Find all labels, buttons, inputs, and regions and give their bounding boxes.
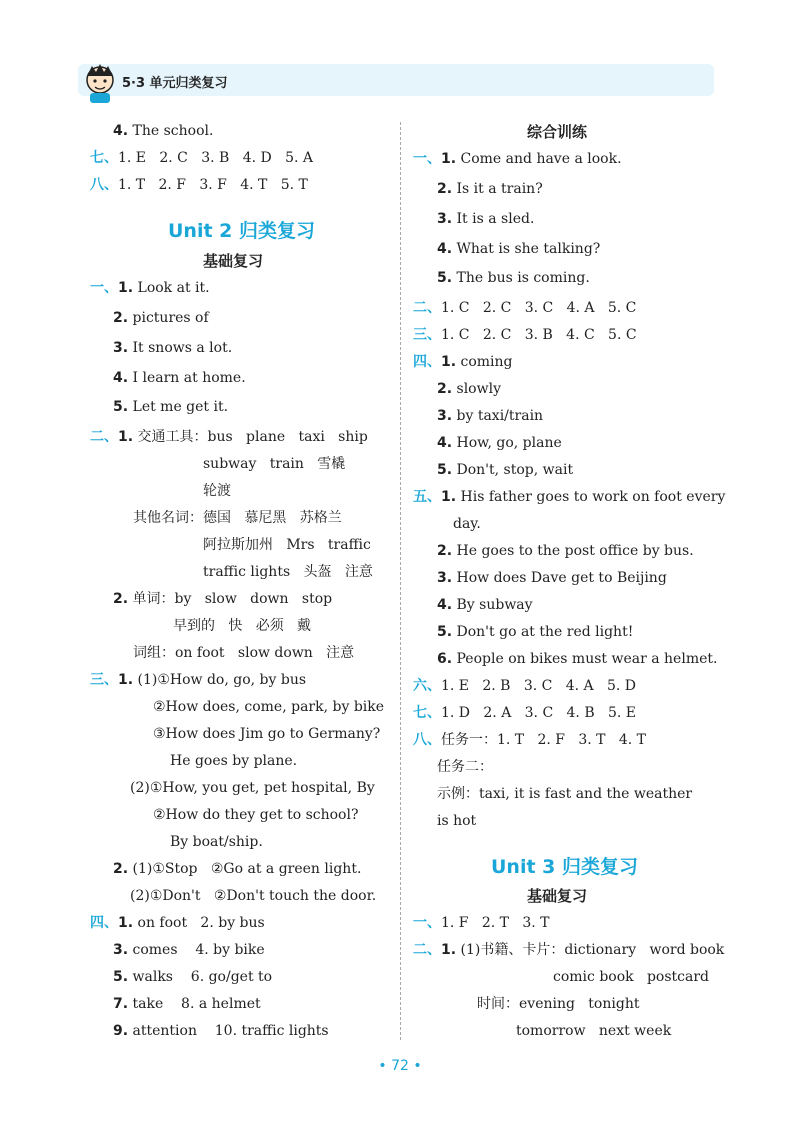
page-number: • 72 • (378, 1058, 422, 1074)
item-number: 2. (113, 861, 129, 877)
header-title: 5·3 单元归类复习 (122, 76, 228, 91)
answer-text: How, go, plane (456, 435, 562, 451)
answer-text: ③How does Jim go to Germany? (153, 726, 381, 742)
answer-text: take 8. a helmet (132, 996, 261, 1012)
item-number: 7. (113, 996, 129, 1012)
item-number: 3. (437, 211, 453, 227)
answer-line (153, 698, 384, 716)
item-number: 1. (441, 354, 457, 370)
item-number: 9. (113, 1023, 129, 1039)
answer-line (90, 428, 368, 446)
answer-line (437, 461, 573, 479)
answer-text: How does Dave get to Beijing (456, 570, 667, 586)
answer-line (203, 482, 231, 500)
section-marker: 五、 (413, 489, 441, 505)
answer-text: He goes by plane. (170, 753, 298, 769)
item-number: 1. (441, 942, 457, 958)
answer-line (437, 623, 633, 641)
answer-line (113, 590, 332, 608)
answer-text: (2)①How, you get, pet hospital, By (130, 780, 375, 796)
section-marker: 二、 (90, 429, 118, 445)
section-marker: 三、 (90, 672, 118, 688)
answer-line (113, 860, 361, 878)
answer-text: 时间：evening tonight (477, 996, 640, 1012)
answer-text: 示例：taxi, it is fast and the weather (437, 786, 693, 802)
item-number: 4. (113, 370, 129, 386)
answer-text: 单词：by slow down stop (132, 591, 333, 607)
right-sub-title-1: 综合训练 (527, 123, 588, 141)
answer-line (437, 210, 534, 228)
item-number: 3. (113, 340, 129, 356)
answer-line (437, 758, 493, 776)
item-number: 6. (437, 651, 453, 667)
section-marker: 二、 (413, 942, 441, 958)
answer-line (113, 398, 228, 416)
answer-line (90, 149, 313, 167)
answer-text: Is it a train? (456, 181, 543, 197)
answer-line (90, 176, 308, 194)
answer-line (553, 968, 709, 986)
item-number: 1. (118, 280, 134, 296)
answer-text: His father goes to work on foot every (460, 489, 726, 505)
answer-text: (2)①Don't ②Don't touch the door. (130, 888, 377, 904)
answer-line (203, 536, 371, 554)
answer-text: 轮渡 (203, 483, 231, 499)
answer-line (437, 785, 692, 803)
answer-text: by taxi/train (456, 408, 544, 424)
item-number: 3. (437, 408, 453, 424)
answer-line (133, 644, 354, 662)
answer-line (437, 596, 533, 614)
answer-line (113, 122, 213, 140)
answer-line (90, 914, 265, 932)
mascot-boy-icon (78, 60, 122, 104)
answer-text: ②How does, come, park, by bike (153, 699, 385, 715)
item-number: 1. (118, 915, 134, 931)
answer-line (113, 995, 261, 1013)
item-number: 4. (113, 123, 129, 139)
answer-text: walks 6. go/get to (132, 969, 273, 985)
answer-text: By subway (456, 597, 533, 613)
answer-text: Look at it. (137, 280, 210, 296)
answer-text: is hot (437, 813, 477, 829)
item-number: 2. (437, 381, 453, 397)
answer-line (90, 279, 210, 297)
answer-line (413, 326, 637, 344)
answer-line (437, 180, 543, 198)
answer-line (413, 299, 636, 317)
answer-line (437, 812, 476, 830)
answer-text: It snows a lot. (132, 340, 233, 356)
answer-line (437, 650, 717, 668)
answer-line (130, 887, 376, 905)
answer-line (413, 353, 513, 371)
answer-text: I learn at home. (132, 370, 246, 386)
answer-text: 词组：on foot slow down 注意 (133, 645, 355, 661)
answer-line (203, 563, 373, 581)
answer-line (437, 269, 590, 287)
answer-line (133, 509, 342, 527)
item-number: 5. (113, 969, 129, 985)
section-marker: 一、 (413, 915, 441, 931)
answer-text: 阿拉斯加州 Mrs traffic (203, 537, 371, 553)
item-number: 4. (437, 241, 453, 257)
answer-text: subway train 雪橇 (203, 456, 346, 472)
answer-line (413, 488, 725, 506)
answer-line (413, 704, 636, 722)
answer-text: comes 4. by bike (132, 942, 265, 958)
section-marker: 七、 (90, 150, 118, 166)
section-marker: 七、 (413, 705, 441, 721)
item-number: 4. (437, 435, 453, 451)
answer-line (113, 339, 232, 357)
answer-line (153, 806, 358, 824)
answer-text: The bus is coming. (456, 270, 590, 286)
answer-line (413, 677, 636, 695)
answer-text: (1)书籍、卡片：dictionary word book (460, 942, 725, 958)
answer-line (477, 995, 639, 1013)
section-marker: 八、 (90, 177, 118, 193)
answer-line (437, 407, 543, 425)
answer-line (453, 515, 481, 533)
section-marker: 八、 (413, 732, 441, 748)
answer-line (413, 941, 724, 959)
answer-text: 1. D 2. A 3. C 4. B 5. E (441, 705, 636, 721)
answer-text: pictures of (132, 310, 209, 326)
answer-text: day. (453, 516, 481, 532)
answer-text: 1. E 2. B 3. C 4. A 5. D (441, 678, 636, 694)
right-unit-title: Unit 3 归类复习 (491, 856, 638, 878)
item-number: 5. (437, 624, 453, 640)
answer-text: (1)①Stop ②Go at a green light. (132, 861, 362, 877)
answer-text: 1. F 2. T 3. T (441, 915, 550, 931)
section-marker: 一、 (413, 151, 441, 167)
answer-text: ②How do they get to school? (153, 807, 359, 823)
answer-text: Don't go at the red light! (456, 624, 634, 640)
answer-line (437, 569, 667, 587)
answer-text: It is a sled. (456, 211, 535, 227)
section-marker: 六、 (413, 678, 441, 694)
answer-line (516, 1022, 671, 1040)
column-divider (400, 122, 401, 1040)
item-number: 5. (437, 462, 453, 478)
answer-line (437, 542, 694, 560)
answer-text: tomorrow next week (516, 1023, 672, 1039)
answer-text: traffic lights 头盔 注意 (203, 564, 373, 580)
answer-line (113, 369, 246, 387)
answer-line (170, 752, 297, 770)
section-marker: 四、 (413, 354, 441, 370)
answer-line (437, 240, 600, 258)
answer-text: Come and have a look. (460, 151, 622, 167)
item-number: 1. (441, 489, 457, 505)
answer-line (203, 455, 345, 473)
answer-text: 其他名词：德国 慕尼黑 苏格兰 (133, 510, 342, 526)
item-number: 1. (118, 672, 134, 688)
answer-text: comic book postcard (553, 969, 710, 985)
section-marker: 一、 (90, 280, 118, 296)
answer-line (173, 617, 311, 635)
answer-text: 1. C 2. C 3. B 4. C 5. C (441, 327, 637, 343)
answer-text: slowly (456, 381, 501, 397)
answer-line (113, 1022, 329, 1040)
answer-line (130, 779, 375, 797)
answer-text: What is she talking? (456, 241, 601, 257)
section-marker: 四、 (90, 915, 118, 931)
item-number: 5. (437, 270, 453, 286)
item-number: 4. (437, 597, 453, 613)
left-sub-title: 基础复习 (203, 252, 264, 270)
item-number: 2. (113, 310, 129, 326)
answer-line (437, 434, 562, 452)
answer-text: He goes to the post office by bus. (456, 543, 694, 559)
answer-line (113, 968, 272, 986)
answer-text: 早到的 快 必须 戴 (173, 618, 312, 634)
answer-text: on foot 2. by bus (137, 915, 265, 931)
item-number: 2. (437, 543, 453, 559)
answer-text: The school. (132, 123, 214, 139)
item-number: 1. (118, 429, 134, 445)
answer-line (113, 309, 209, 327)
section-marker: 二、 (413, 300, 441, 316)
left-unit-title: Unit 2 归类复习 (168, 220, 315, 242)
answer-text: 任务一：1. T 2. F 3. T 4. T (441, 732, 647, 748)
right-sub-title-2: 基础复习 (527, 887, 588, 905)
answer-text: 1. T 2. F 3. F 4. T 5. T (118, 177, 308, 193)
item-number: 3. (113, 942, 129, 958)
answer-line (170, 833, 263, 851)
answer-line (437, 380, 501, 398)
answer-text: 交通工具：bus plane taxi ship (137, 429, 368, 445)
answer-line (153, 725, 380, 743)
item-number: 3. (437, 570, 453, 586)
answer-text: Let me get it. (132, 399, 229, 415)
answer-line (413, 731, 646, 749)
item-number: 5. (113, 399, 129, 415)
answer-text: coming (460, 354, 513, 370)
item-number: 2. (437, 181, 453, 197)
answer-text: People on bikes must wear a helmet. (456, 651, 718, 667)
answer-text: Don't, stop, wait (456, 462, 574, 478)
answer-line (413, 150, 622, 168)
answer-text: 1. E 2. C 3. B 4. D 5. A (118, 150, 313, 166)
answer-text: attention 10. traffic lights (132, 1023, 329, 1039)
answer-text: 任务二： (437, 759, 493, 775)
answer-line (413, 914, 550, 932)
answer-text: By boat/ship. (170, 834, 263, 850)
item-number: 2. (113, 591, 129, 607)
answer-text: (1)①How do, go, by bus (137, 672, 307, 688)
section-marker: 三、 (413, 327, 441, 343)
item-number: 1. (441, 151, 457, 167)
answer-line (90, 671, 306, 689)
answer-line (113, 941, 265, 959)
answer-text: 1. C 2. C 3. C 4. A 5. C (441, 300, 637, 316)
